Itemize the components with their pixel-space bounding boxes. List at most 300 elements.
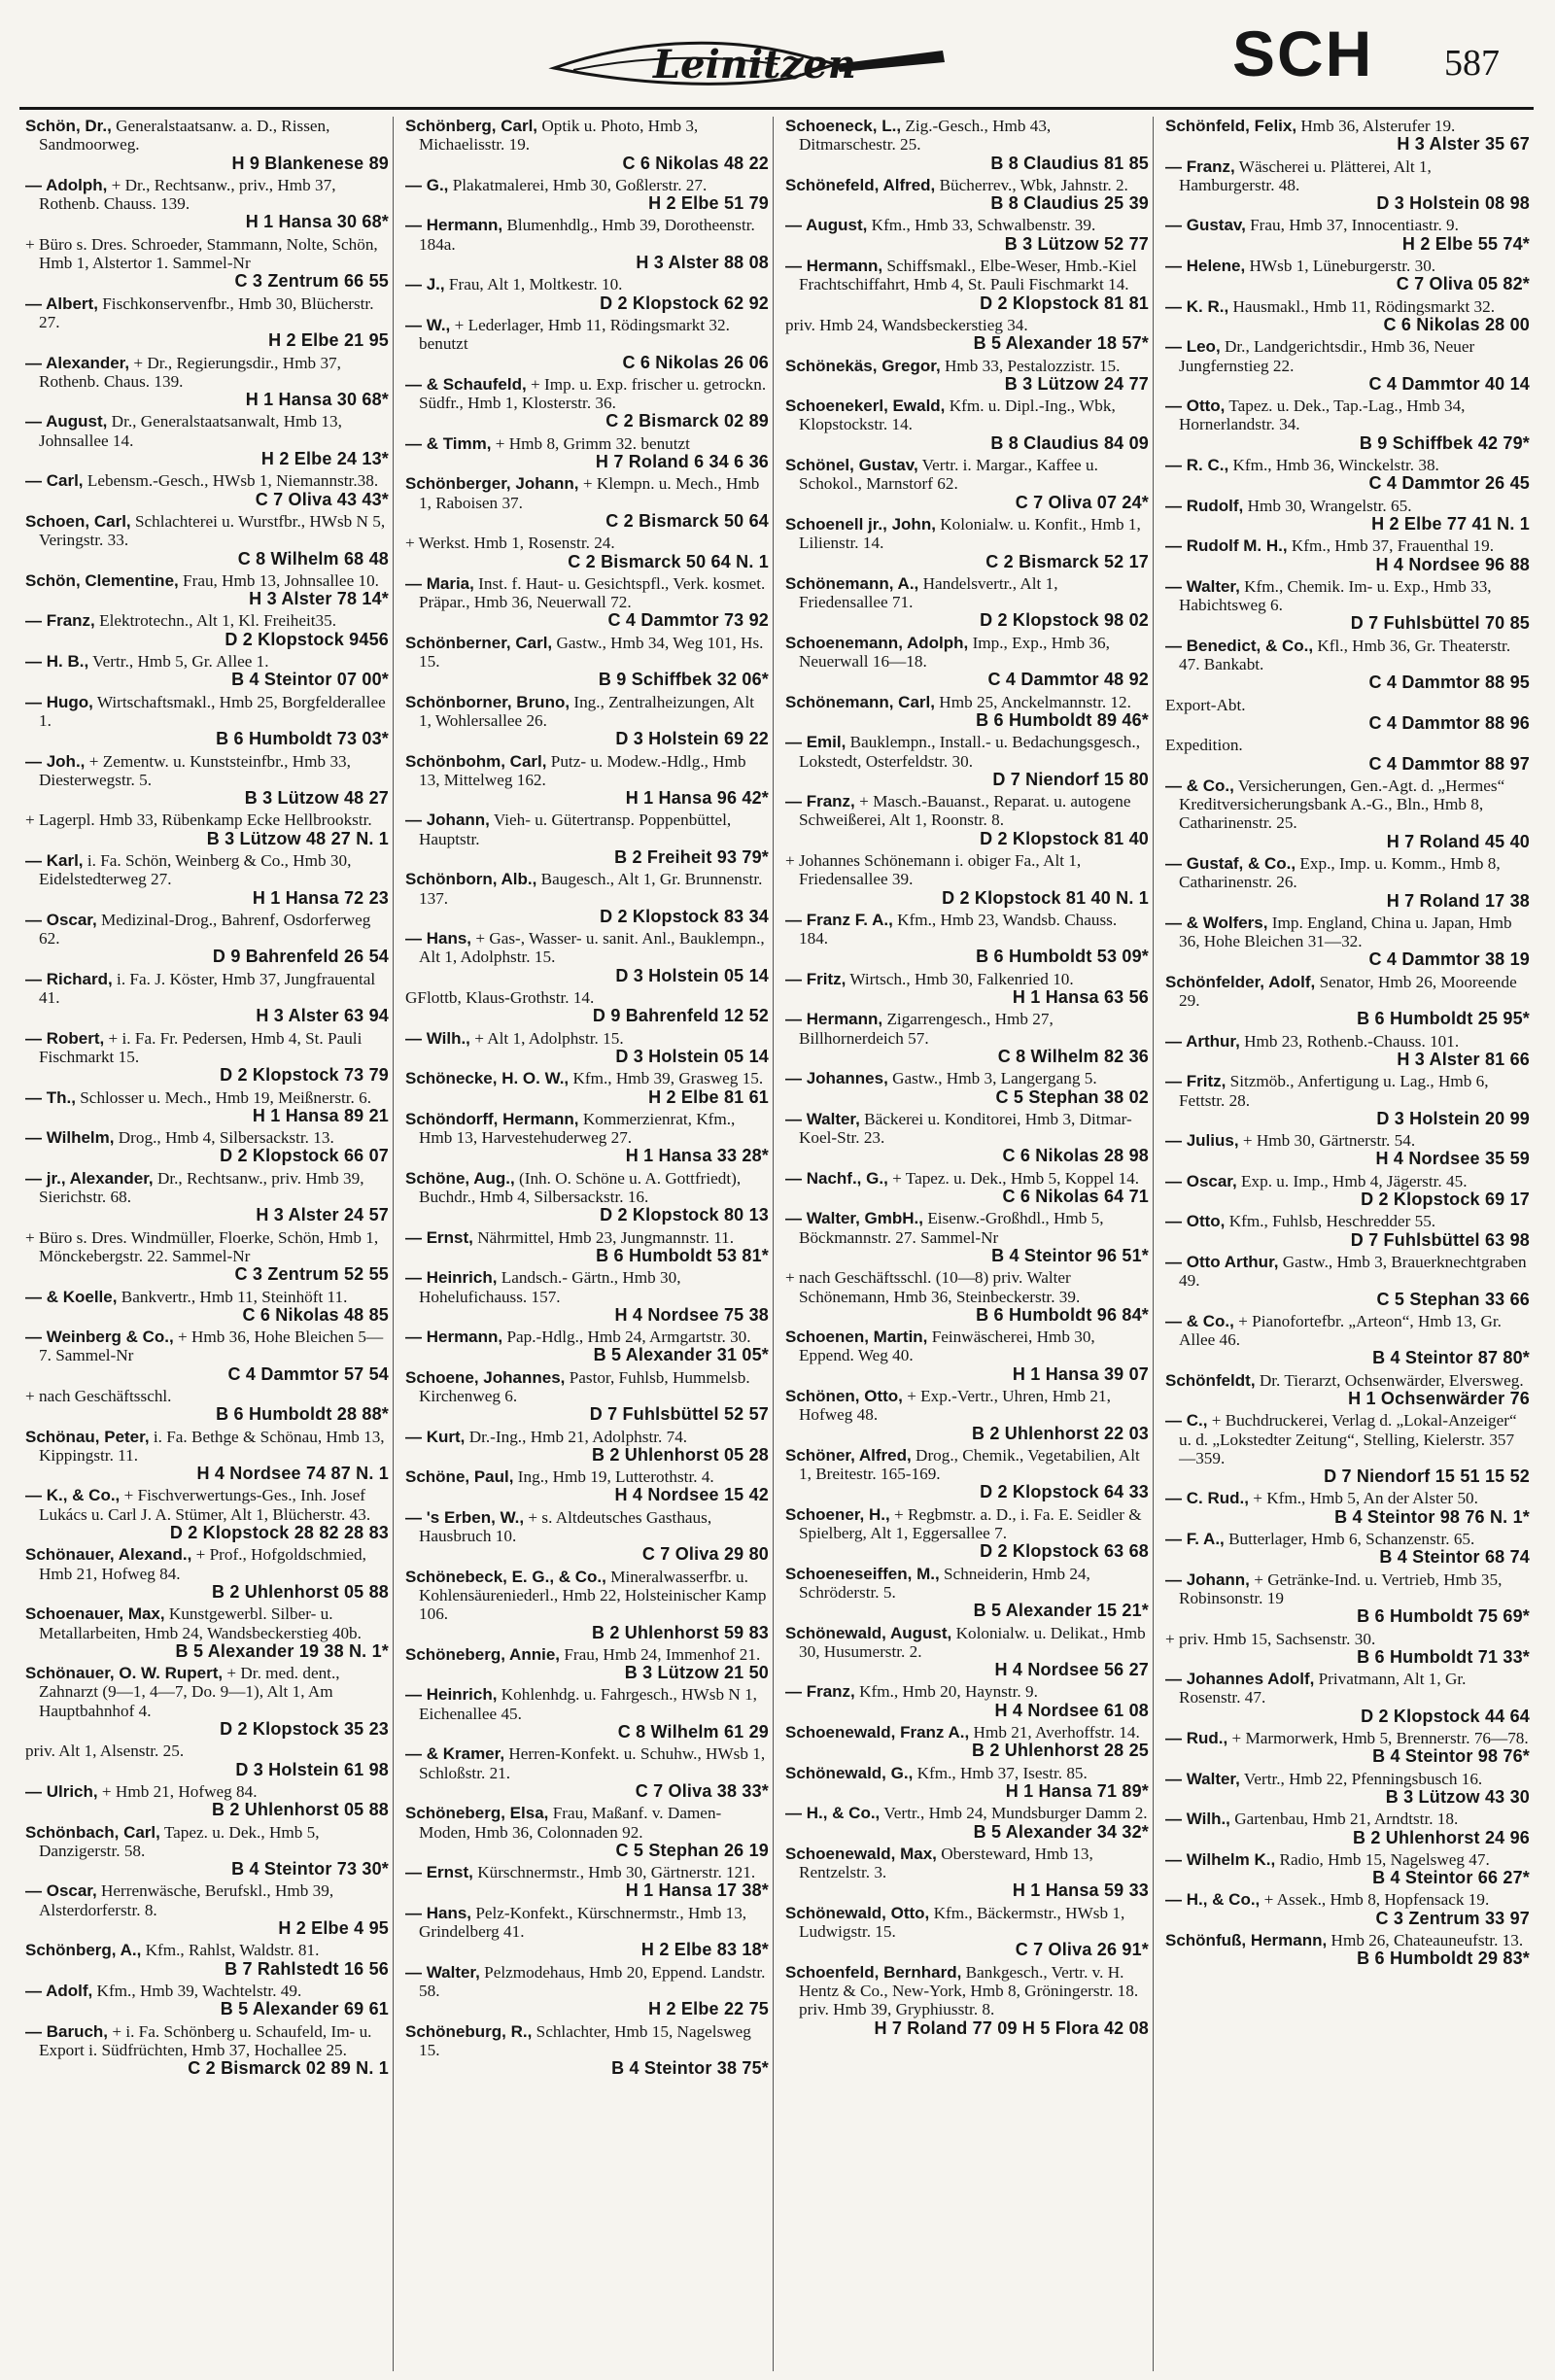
entry-phone: H 4 Nordsee 35 59 bbox=[1375, 1149, 1530, 1169]
entry-details: Tapez. u. Dek., Hmb 5, Danzigerstr. 58. bbox=[39, 1822, 320, 1860]
entry-phone: C 6 Nikolas 26 06 bbox=[622, 352, 769, 372]
entry-name: Schönebeck, E. G., & Co., bbox=[405, 1567, 606, 1586]
directory-entry bbox=[785, 1069, 1149, 1107]
directory-entry bbox=[1165, 497, 1530, 535]
entry-phone: B 6 Humboldt 53 09* bbox=[976, 947, 1149, 967]
entry-name: — Hugo, bbox=[25, 692, 93, 711]
directory-entry bbox=[405, 1268, 769, 1325]
entry-name: — Rudolf, bbox=[1165, 496, 1244, 515]
entry-details: Hmb 25, Anckelmannstr. 12. bbox=[934, 692, 1131, 711]
directory-entry bbox=[785, 1328, 1149, 1384]
entry-name: Schoenauer, Max, bbox=[25, 1604, 165, 1624]
directory-entry bbox=[785, 216, 1149, 254]
entry-phone: B 8 Claudius 81 85 bbox=[990, 153, 1149, 173]
directory-entry bbox=[785, 1624, 1149, 1680]
entry-details: priv. Alt 1, Alsenstr. 25. bbox=[25, 1742, 185, 1761]
entry-name: — & Wolfers, bbox=[1165, 913, 1268, 932]
entry-phone: B 3 Lützow 52 77 bbox=[1004, 233, 1149, 254]
directory-entry bbox=[785, 357, 1149, 395]
entry-details: Frau, Alt 1, Moltkestr. 10. bbox=[444, 275, 623, 294]
entry-details: Landsch.- Gärtn., Hmb 30, Hohelufichauss. 157. bbox=[419, 1268, 681, 1306]
entry-name: — Alexander, bbox=[25, 353, 130, 372]
directory-entry bbox=[25, 1169, 389, 1225]
entry-details: + Pianofortefbr. „Arteon“, Hmb 13, Gr. Allee 46. bbox=[1179, 1311, 1502, 1350]
directory-entry bbox=[405, 2022, 769, 2079]
entry-phone: C 7 Oliva 07 24* bbox=[1015, 492, 1149, 512]
entry-phone: D 9 Bahrenfeld 26 54 bbox=[212, 947, 389, 967]
entry-details: Bankgesch., Vertr. v. H. Hentz & Co., New-York, Hmb 8, Gröningerstr. 18. priv. Hmb 39, Gryphiusstr. 8. bbox=[799, 1962, 1139, 2019]
entry-phone: B 2 Uhlenhorst 24 96 bbox=[1352, 1827, 1530, 1847]
entry-phone: C 2 Bismarck 50 64 N. 1 bbox=[568, 551, 769, 571]
entry-details: Hmb 33, Pestalozzistr. 15. bbox=[940, 356, 1121, 375]
entry-name: — Maria, bbox=[405, 573, 474, 593]
entry-phone: H 1 Hansa 89 21 bbox=[252, 1105, 389, 1125]
entry-phone: H 4 Nordsee 74 87 N. 1 bbox=[196, 1464, 389, 1484]
directory-entry bbox=[25, 1604, 389, 1661]
entry-details: Nährmittel, Hmb 23, Jungmannstr. 11. bbox=[472, 1227, 735, 1247]
entry-name: — August, bbox=[25, 412, 108, 431]
entry-phone: B 9 Schiffbek 42 79* bbox=[1359, 432, 1530, 453]
directory-entry bbox=[405, 811, 769, 867]
directory-entry bbox=[405, 1110, 769, 1166]
entry-details: Drog., Chemik., Vegetabilien, Alt 1, Breitestr. 165-169. bbox=[799, 1445, 1140, 1484]
entry-name: — Rudolf M. H., bbox=[1165, 536, 1288, 556]
entry-name: — Wilhelm K., bbox=[1165, 1849, 1276, 1869]
entry-phone: B 4 Steintor 68 74 bbox=[1379, 1547, 1530, 1568]
column-2 bbox=[401, 117, 774, 2371]
directory-entry bbox=[785, 515, 1149, 571]
entry-phone: H 1 Hansa 30 68* bbox=[245, 212, 389, 232]
entry-name: — Weinberg & Co., bbox=[25, 1328, 174, 1347]
entry-phone: C 8 Wilhelm 68 48 bbox=[237, 548, 389, 569]
entry-phone: D 9 Bahrenfeld 12 52 bbox=[592, 1006, 769, 1026]
directory-entry bbox=[25, 412, 389, 468]
directory-entry bbox=[25, 1881, 389, 1938]
directory-entry bbox=[1165, 1312, 1530, 1368]
entry-phone: B 2 Uhlenhorst 05 28 bbox=[591, 1444, 769, 1465]
directory-entry bbox=[25, 1782, 389, 1820]
entry-details: + Regbmstr. a. D., i. Fa. E. Seidler & Spielberg, Alt 1, Eggersallee 7. bbox=[799, 1504, 1142, 1543]
entry-phone: C 5 Stephan 38 02 bbox=[995, 1087, 1149, 1107]
entry-details: + s. Altdeutsches Gasthaus, Hausbruch 10. bbox=[419, 1507, 712, 1546]
entry-phone: D 2 Klopstock 69 17 bbox=[1361, 1190, 1530, 1210]
entry-details: + priv. Hmb 15, Sachsenstr. 30. bbox=[1165, 1629, 1376, 1648]
entry-phone: C 4 Dammtor 48 92 bbox=[987, 670, 1149, 690]
entry-details: Kfm., Hmb 39, Grasweg 15. bbox=[569, 1069, 764, 1088]
entry-details: Butterlager, Hmb 6, Schanzenstr. 65. bbox=[1224, 1530, 1475, 1549]
directory-entry bbox=[25, 176, 389, 232]
entry-details: + Dr., Regierungsdir., Hmb 37, Rothenb. Chaus. 139. bbox=[39, 353, 341, 391]
entry-phone: H 2 Elbe 83 18* bbox=[640, 1940, 769, 1960]
entry-details: Fischkonservenfbr., Hmb 30, Blücherstr. 27. bbox=[39, 293, 374, 331]
entry-details: Feinwäscherei, Hmb 30, Eppend. Weg 40. bbox=[799, 1328, 1095, 1365]
entry-details: + Hmb 30, Gärtnerstr. 54. bbox=[1238, 1131, 1416, 1151]
entry-name: — Ernst, bbox=[405, 1863, 473, 1882]
directory-entry bbox=[785, 693, 1149, 731]
directory-entry bbox=[405, 1169, 769, 1225]
entry-details: Bauklempn., Install.- u. Bedachungsgesch., Lokstedt, Osterfeldstr. 30. bbox=[799, 733, 1140, 771]
entry-details: Hmb 36, Alsterufer 19. bbox=[1296, 117, 1456, 135]
entry-phone: C 4 Dammtor 88 95 bbox=[1368, 673, 1530, 693]
directory-entry bbox=[405, 176, 769, 214]
entry-name: Schönekäs, Gregor, bbox=[785, 356, 941, 375]
entry-phone: C 6 Nikolas 48 22 bbox=[622, 153, 769, 173]
entry-phone: H 4 Nordsee 96 88 bbox=[1375, 554, 1530, 574]
entry-name: Schoener, H., bbox=[785, 1504, 890, 1524]
directory-entry bbox=[785, 1209, 1149, 1265]
entry-phone: B 4 Steintor 98 76* bbox=[1372, 1746, 1530, 1767]
entry-name: Schönfeld, Felix, bbox=[1165, 117, 1297, 135]
entry-details: + Dr., Rechtsanw., priv., Hmb 37, Rothenb. Chauss. 139. bbox=[39, 175, 336, 214]
entry-name: — Otto, bbox=[1165, 1212, 1226, 1231]
entry-phone: D 7 Niendorf 15 51 15 52 bbox=[1324, 1466, 1530, 1487]
directory-entry bbox=[1165, 776, 1530, 851]
entry-phone: D 2 Klopstock 66 07 bbox=[220, 1146, 389, 1166]
directory-entry bbox=[1165, 1570, 1530, 1627]
entry-phone: B 6 Humboldt 28 88* bbox=[216, 1404, 389, 1425]
directory-entry bbox=[785, 1268, 1149, 1325]
directory-entry bbox=[405, 1645, 769, 1683]
entry-name: — K., & Co., bbox=[25, 1486, 121, 1505]
directory-entry bbox=[405, 1804, 769, 1860]
entry-phone: D 2 Klopstock 73 79 bbox=[220, 1065, 389, 1086]
entry-phone: B 2 Uhlenhorst 28 25 bbox=[971, 1741, 1149, 1761]
listing-columns bbox=[21, 117, 1538, 2371]
entry-name: — J., bbox=[405, 275, 445, 294]
entry-phone: H 2 Elbe 81 61 bbox=[648, 1087, 769, 1107]
entry-phone: H 9 Blankenese 89 bbox=[231, 153, 389, 173]
entry-phone: C 2 Bismarck 02 89 bbox=[605, 411, 769, 431]
directory-entry bbox=[1165, 456, 1530, 494]
directory-entry bbox=[405, 1428, 769, 1466]
entry-phone: C 4 Dammtor 57 54 bbox=[227, 1363, 389, 1384]
directory-entry bbox=[1165, 536, 1530, 574]
directory-entry bbox=[405, 693, 769, 749]
entry-name: — Helene, bbox=[1165, 257, 1246, 276]
entry-phone: B 7 Rahlstedt 16 56 bbox=[225, 1958, 389, 1979]
directory-entry bbox=[785, 1387, 1149, 1443]
entry-name: — Franz F. A., bbox=[785, 910, 893, 929]
entry-details: Gastw., Hmb 34, Weg 101, Hs. 15. bbox=[419, 633, 764, 672]
entry-phone: B 2 Freiheit 93 79* bbox=[614, 846, 769, 867]
entry-phone: C 8 Wilhelm 82 36 bbox=[997, 1046, 1149, 1066]
entry-details: Privatmann, Alt 1, Gr. Rosenstr. 47. bbox=[1179, 1670, 1467, 1707]
entry-details: + Büro s. Dres. Windmüller, Floerke, Schön, Hmb 1, Mönckebergstr. 22. Sammel-Nr bbox=[25, 1227, 379, 1265]
entry-name: — Hermann, bbox=[405, 216, 503, 235]
directory-entry bbox=[1165, 157, 1530, 214]
entry-name: — Oscar, bbox=[25, 1881, 97, 1901]
entry-name: — K. R., bbox=[1165, 296, 1229, 316]
entry-details: Frau, Maßanf. v. Damen-Moden, Hmb 36, Colonnaden 92. bbox=[419, 1804, 722, 1842]
entry-details: Dr. Tierarzt, Ochsenwärder, Elversweg. bbox=[1255, 1370, 1524, 1390]
entry-name: Schönbach, Carl, bbox=[25, 1822, 160, 1842]
directory-entry bbox=[785, 1010, 1149, 1066]
entry-phone: B 5 Alexander 18 57* bbox=[973, 333, 1149, 354]
directory-entry bbox=[1165, 854, 1530, 911]
entry-name: — Walter, GmbH., bbox=[785, 1209, 924, 1228]
entry-name: — Walter, bbox=[1165, 576, 1240, 596]
directory-entry bbox=[25, 970, 389, 1026]
entry-name: — Arthur, bbox=[1165, 1031, 1240, 1051]
entry-name: Schönel, Gustav, bbox=[785, 456, 918, 475]
entry-phone: H 1 Hansa 30 68* bbox=[245, 390, 389, 410]
entry-phone: H 4 Nordsee 61 08 bbox=[994, 1700, 1149, 1720]
entry-details: (Inh. O. Schöne u. A. Gottfriedt), Buchdr., Hmb 4, Silbersackstr. 16. bbox=[419, 1168, 742, 1207]
entry-details: Plakatmalerei, Hmb 30, Goßlerstr. 27. bbox=[448, 175, 708, 194]
directory-entry bbox=[1165, 1670, 1530, 1726]
entry-details: Exp., Imp. u. Komm., Hmb 8, Catharinenstr. 26. bbox=[1179, 853, 1501, 892]
entry-phone: B 4 Steintor 07 00* bbox=[231, 670, 389, 690]
directory-entry bbox=[405, 1508, 769, 1565]
entry-phone: H 2 Elbe 22 75 bbox=[648, 1999, 769, 2019]
entry-details: + Alt 1, Adolphstr. 15. bbox=[469, 1028, 624, 1048]
directory-entry bbox=[785, 733, 1149, 789]
entry-details: Herrenwäsche, Berufskl., Hmb 39, Alsterdorferstr. 8. bbox=[39, 1881, 334, 1919]
directory-entry bbox=[1165, 1729, 1530, 1767]
entry-details: Kfl., Hmb 36, Gr. Theaterstr. 47. Bankabt. bbox=[1179, 636, 1511, 674]
directory-entry bbox=[405, 752, 769, 809]
entry-name: — Benedict, & Co., bbox=[1165, 636, 1314, 655]
entry-phone: C 7 Oliva 05 82* bbox=[1396, 274, 1530, 294]
entry-phone: H 2 Elbe 77 41 N. 1 bbox=[1371, 513, 1530, 534]
entry-details: Schlachterei u. Wurstfbr., HWsb N 5, Veringstr. 33. bbox=[39, 511, 386, 550]
directory-entry bbox=[405, 1228, 769, 1266]
directory-entry bbox=[1165, 337, 1530, 394]
entry-details: priv. Hmb 24, Wandsbeckerstieg 34. bbox=[785, 315, 1028, 334]
directory-entry bbox=[1165, 117, 1530, 155]
entry-details: Senator, Hmb 26, Mooreende 29. bbox=[1179, 972, 1517, 1011]
directory-entry bbox=[1165, 216, 1530, 254]
entry-name: Schönbohm, Carl, bbox=[405, 751, 547, 771]
entry-details: Tapez. u. Dek., Tap.-Lag., Hmb 34, Hornerlandstr. 34. bbox=[1179, 397, 1466, 434]
entry-name: Schöndorff, Hermann, bbox=[405, 1109, 579, 1128]
entry-details: Schneiderin, Hmb 24, Schröderstr. 5. bbox=[799, 1564, 1090, 1602]
directory-entry bbox=[785, 1110, 1149, 1166]
entry-details: Kfm., Chemik. Im- u. Exp., Hmb 33, Habichtsweg 6. bbox=[1179, 576, 1492, 615]
entry-name: — Johann, bbox=[405, 811, 490, 830]
directory-entry bbox=[405, 1029, 769, 1067]
entry-details: i. Fa. Bethge & Schönau, Hmb 13, Kippingstr. 11. bbox=[39, 1427, 385, 1465]
entry-details: Generalstaatsanw. a. D., Rissen, Sandmoorweg. bbox=[39, 117, 330, 155]
entry-name: — Julius, bbox=[1165, 1131, 1239, 1151]
directory-entry bbox=[785, 1446, 1149, 1502]
entry-phone: H 1 Hansa 39 07 bbox=[1012, 1363, 1149, 1384]
directory-entry bbox=[405, 316, 769, 372]
entry-details: Dr., Generalstaatsanwalt, Hmb 13, Johnsallee 14. bbox=[39, 412, 342, 450]
entry-name: — & Kramer, bbox=[405, 1744, 505, 1764]
entry-name: — Hans, bbox=[405, 929, 472, 949]
entry-details: Vertr., Hmb 22, Pfenningsbusch 16. bbox=[1239, 1769, 1483, 1788]
directory-entry bbox=[25, 2022, 389, 2079]
directory-entry bbox=[405, 1963, 769, 2019]
column-3 bbox=[781, 117, 1154, 2371]
entry-phone: D 3 Holstein 05 14 bbox=[615, 1046, 769, 1066]
entry-details: Kfm., Fuhlsb, Heschredder 55. bbox=[1225, 1212, 1436, 1231]
directory-entry bbox=[1165, 1530, 1530, 1568]
directory-entry bbox=[405, 988, 769, 1026]
entry-name: Schönemann, A., bbox=[785, 573, 919, 593]
entry-details: Expedition. bbox=[1165, 736, 1243, 755]
entry-details: + Werkst. Hmb 1, Rosenstr. 24. bbox=[405, 534, 615, 553]
entry-details: Kfm. u. Dipl.-Ing., Wbk, Klopstockstr. 14. bbox=[799, 397, 1116, 434]
directory-entry bbox=[25, 693, 389, 749]
entry-details: + i. Fa. Fr. Pedersen, Hmb 4, St. Pauli Fischmarkt 15. bbox=[39, 1028, 363, 1066]
entry-phone: D 2 Klopstock 28 82 28 83 bbox=[169, 1523, 389, 1543]
directory-entry bbox=[25, 1088, 389, 1126]
entry-phone: D 3 Holstein 69 22 bbox=[615, 729, 769, 749]
directory-entry bbox=[785, 792, 1149, 848]
entry-details: + Hmb 8, Grimm 32. benutzt bbox=[491, 433, 690, 453]
entry-phone: D 2 Klopstock 81 40 N. 1 bbox=[942, 887, 1149, 908]
entry-details: + Büro s. Dres. Schroeder, Stammann, Nolte, Schön, Hmb 1, Alstertor 1. Sammel-Nr bbox=[25, 234, 378, 273]
entry-phone: D 7 Fuhlsbüttel 70 85 bbox=[1350, 613, 1530, 634]
entry-phone: H 3 Alster 63 94 bbox=[256, 1006, 389, 1026]
entry-name: — Heinrich, bbox=[405, 1685, 498, 1705]
entry-details: Schlosser u. Mech., Hmb 19, Meißnerstr. 6. bbox=[75, 1087, 372, 1107]
entry-name: Schoenekerl, Ewald, bbox=[785, 397, 946, 416]
directory-entry bbox=[1165, 1371, 1530, 1409]
entry-details: Radio, Hmb 15, Nagelsweg 47. bbox=[1275, 1849, 1490, 1869]
entry-name: — August, bbox=[785, 216, 868, 235]
entry-phone: H 2 Elbe 4 95 bbox=[278, 1918, 389, 1939]
entry-phone: D 2 Klopstock 81 81 bbox=[980, 293, 1149, 313]
entry-name: Schoen, Carl, bbox=[25, 511, 131, 531]
directory-entry bbox=[25, 1228, 389, 1285]
entry-phone: D 2 Klopstock 83 34 bbox=[600, 906, 769, 926]
entry-name: — Franz, bbox=[785, 792, 855, 811]
entry-phone: D 2 Klopstock 44 64 bbox=[1361, 1706, 1530, 1726]
entry-name: — Hermann, bbox=[785, 257, 883, 276]
entry-name: Schönewald, August, bbox=[785, 1623, 952, 1642]
entry-phone: C 7 Oliva 26 91* bbox=[1015, 1940, 1149, 1960]
entry-name: Schoeneck, L., bbox=[785, 117, 902, 135]
entry-phone: H 7 Roland 77 09 H 5 Flora 42 08 bbox=[874, 2018, 1149, 2038]
directory-entry bbox=[25, 1328, 389, 1384]
directory-entry bbox=[785, 1804, 1149, 1842]
entry-name: Schoenell jr., John, bbox=[785, 514, 936, 534]
directory-entry bbox=[405, 1368, 769, 1425]
directory-entry bbox=[1165, 1172, 1530, 1210]
entry-details: Dr., Rechtsanw., priv. Hmb 39, Sierichstr. 68. bbox=[39, 1168, 364, 1207]
entry-name: — Hans, bbox=[405, 1903, 472, 1922]
entry-name: — Karl, bbox=[25, 850, 84, 870]
page-number: 587 bbox=[1444, 43, 1500, 84]
directory-entry bbox=[1165, 973, 1530, 1029]
entry-phone: H 1 Hansa 72 23 bbox=[252, 887, 389, 908]
entry-phone: C 3 Zentrum 52 55 bbox=[234, 1264, 389, 1285]
entry-phone: C 8 Wilhelm 61 29 bbox=[617, 1722, 769, 1742]
directory-entry bbox=[1165, 577, 1530, 634]
directory-entry bbox=[785, 1505, 1149, 1562]
entry-details: Kfm., Hmb 37, Frauenthal 19. bbox=[1287, 536, 1495, 556]
entry-name: — Carl, bbox=[25, 471, 84, 491]
entry-name: — Fritz, bbox=[785, 969, 847, 988]
entry-details: HWsb 1, Lüneburgerstr. 30. bbox=[1245, 257, 1436, 276]
directory-entry bbox=[405, 1467, 769, 1505]
entry-phone: B 3 Lützow 48 27 bbox=[244, 788, 389, 809]
entry-details: Drog., Hmb 4, Silbersackstr. 13. bbox=[114, 1128, 334, 1148]
directory-entry bbox=[25, 611, 389, 649]
entry-phone: H 3 Alster 35 67 bbox=[1397, 134, 1530, 155]
entry-phone: H 1 Hansa 71 89* bbox=[1005, 1780, 1149, 1801]
entry-details: + Prof., Hofgoldschmied, Hmb 21, Hofweg 84. bbox=[39, 1545, 366, 1583]
entry-details: Versicherungen, Gen.-Agt. d. „Hermes“ Kreditversicherungsbank A.-G., Bln., Hmb 8, Catharinenstr. 25. bbox=[1179, 776, 1505, 833]
entry-details: Hmb 26, Chateauneufstr. 13. bbox=[1327, 1931, 1524, 1950]
entry-phone: H 7 Roland 6 34 6 36 bbox=[595, 452, 769, 472]
entry-name: — Gustaf, & Co., bbox=[1165, 853, 1296, 873]
logo-script-text: Leinitzen bbox=[653, 42, 856, 87]
entry-phone: D 3 Holstein 20 99 bbox=[1376, 1108, 1530, 1128]
entry-phone: B 5 Alexander 15 21* bbox=[973, 1601, 1149, 1621]
directory-entry bbox=[25, 471, 389, 509]
entry-details: + Assek., Hmb 8, Hopfensack 19. bbox=[1260, 1890, 1490, 1910]
entry-phone: B 6 Humboldt 75 69* bbox=[1357, 1606, 1530, 1627]
entry-phone: B 2 Uhlenhorst 05 88 bbox=[211, 1800, 389, 1820]
entry-phone: H 2 Elbe 51 79 bbox=[648, 193, 769, 214]
directory-entry bbox=[405, 574, 769, 631]
entry-details: Pastor, Fuhlsb, Hummelsb. Kirchenweg 6. bbox=[419, 1367, 750, 1405]
entry-details: + Johannes Schönemann i. obiger Fa., Alt 1, Friedensallee 39. bbox=[785, 850, 1082, 889]
entry-details: + Imp. u. Exp. frischer u. getrockn. Südfr., Hmb 1, Klosterstr. 36. bbox=[419, 374, 767, 413]
entry-details: + Exp.-Vertr., Uhren, Hmb 21, Hofweg 48. bbox=[799, 1387, 1111, 1425]
directory-entry bbox=[1165, 1411, 1530, 1486]
entry-details: + Klempn. u. Mech., Hmb 1, Raboisen 37. bbox=[419, 474, 760, 512]
entry-details: + Gas-, Wasser- u. sanit. Anl., Bauklempn., Alt 1, Adolphstr. 15. bbox=[419, 929, 765, 967]
entry-name: — & Schaufeld, bbox=[405, 374, 527, 394]
entry-details: Eisenw.-Großhdl., Hmb 5, Böckmannstr. 27. Sammel-Nr bbox=[799, 1209, 1104, 1247]
entry-name: Schönfuß, Hermann, bbox=[1165, 1931, 1328, 1950]
entry-phone: C 7 Oliva 43 43* bbox=[255, 489, 389, 509]
column-4 bbox=[1161, 117, 1534, 2371]
entry-name: Schönfeldt, bbox=[1165, 1370, 1256, 1390]
directory-entry bbox=[25, 752, 389, 809]
entry-details: Dr., Landgerichtsdir., Hmb 36, Neuer Jungfernstieg 22. bbox=[1179, 337, 1475, 375]
entry-details: Kfm., Hmb 20, Haynstr. 9. bbox=[854, 1682, 1038, 1702]
directory-entry bbox=[405, 1863, 769, 1901]
entry-details: + i. Fa. Schönberg u. Schaufeld, Im- u. Export i. Südfrüchten, Hmb 37, Hochallee 25. bbox=[39, 2021, 372, 2059]
entry-phone: D 2 Klopstock 81 40 bbox=[980, 828, 1149, 848]
entry-phone: H 4 Nordsee 15 42 bbox=[614, 1485, 769, 1505]
entry-details: Bücherrev., Wbk, Jahnstr. 2. bbox=[935, 175, 1128, 194]
entry-details: Kfm., Rahlst, Waldstr. 81. bbox=[141, 1941, 320, 1960]
directory-entry bbox=[25, 1486, 389, 1542]
entry-name: — R. C., bbox=[1165, 456, 1229, 475]
entry-details: Obersteward, Hmb 13, Rentzelstr. 3. bbox=[799, 1844, 1093, 1882]
directory-entry bbox=[785, 1845, 1149, 1901]
entry-details: Schiffsmakl., Elbe-Weser, Hmb.-Kiel Frachtschiffahrt, Hmb 4, St. Pauli Fischmarkt 14. bbox=[799, 257, 1137, 294]
entry-phone: C 4 Dammtor 40 14 bbox=[1368, 373, 1530, 394]
entry-details: Hmb 30, Wrangelstr. 65. bbox=[1243, 496, 1412, 515]
entry-phone: B 4 Steintor 96 51* bbox=[991, 1245, 1149, 1265]
directory-entry bbox=[25, 1428, 389, 1484]
entry-phone: C 4 Dammtor 73 92 bbox=[607, 610, 769, 631]
directory-entry bbox=[405, 634, 769, 690]
entry-name: — Franz, bbox=[1165, 156, 1235, 176]
directory-entry bbox=[785, 117, 1149, 173]
entry-name: Schönau, Peter, bbox=[25, 1427, 150, 1446]
directory-entry bbox=[785, 911, 1149, 967]
entry-name: Schönemann, Carl, bbox=[785, 692, 935, 711]
directory-entry bbox=[25, 235, 389, 292]
entry-details: Hausmakl., Hmb 11, Rödingsmarkt 32. bbox=[1228, 296, 1496, 316]
entry-details: Kürschnermstr., Hmb 30, Gärtnerstr. 121. bbox=[472, 1863, 756, 1882]
entry-details: + Hmb 21, Hofweg 84. bbox=[97, 1781, 258, 1801]
entry-name: — Rud., bbox=[1165, 1729, 1228, 1748]
entry-name: — & Koelle, bbox=[25, 1287, 118, 1306]
entry-name: — Joh., bbox=[25, 751, 86, 771]
entry-details: Vertr. i. Margar., Kaffee u. Schokol., Marnstorf 62. bbox=[799, 456, 1098, 494]
entry-name: Schöneberg, Annie, bbox=[405, 1644, 561, 1664]
